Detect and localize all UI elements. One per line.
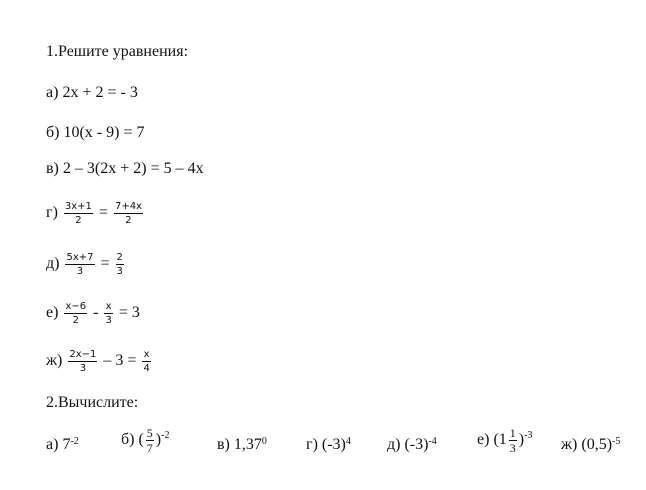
fraction-denominator: 2 (72, 315, 79, 326)
power-exponent: -4 (428, 436, 437, 447)
item-label: ж) (561, 436, 578, 453)
task2-item-d (387, 433, 437, 457)
task2-heading: 2.Вычислите: (46, 394, 139, 411)
power-exponent: -2 (70, 436, 79, 447)
task2-item-b (121, 427, 169, 454)
equation: 10(x - 9) = 7 (63, 124, 145, 141)
fraction (64, 201, 93, 226)
item-label: б) (46, 124, 60, 141)
fraction-numerator: 7+4x (114, 201, 142, 212)
task1-item-zh (46, 349, 153, 374)
fraction-denominator: 2 (75, 215, 82, 226)
power-exponent: 0 (261, 436, 267, 447)
item-label: д) (387, 436, 401, 453)
equation: 2x + 2 = - 3 (62, 84, 138, 101)
item-label: г) (306, 436, 318, 453)
task1-item-d (46, 252, 126, 277)
fraction-denominator: 3 (79, 363, 87, 374)
power-base: (-3) (404, 436, 429, 453)
task1-item-g (46, 201, 145, 226)
fraction (65, 252, 94, 277)
operator: = (98, 204, 108, 222)
fraction-numerator: 1 (509, 426, 516, 440)
fraction-denominator: 3 (509, 441, 516, 455)
fraction-denominator: 7 (146, 441, 153, 455)
task1-item-b (46, 123, 144, 143)
item-label: ж) (46, 352, 63, 370)
power-exponent: 4 (345, 436, 351, 447)
fraction (142, 349, 150, 374)
paren-open: (1 (493, 431, 507, 449)
fraction (104, 301, 112, 326)
task2-item-e (477, 427, 532, 454)
power-exponent: -5 (612, 436, 621, 447)
fraction (509, 427, 517, 454)
fraction-denominator: 2 (125, 215, 132, 226)
fraction-numerator: 2 (116, 252, 123, 263)
fraction-numerator: 3x+1 (64, 201, 92, 212)
fraction-numerator: 2x−1 (69, 349, 97, 360)
fraction-denominator: 3 (105, 315, 112, 326)
power-base: (0,5) (581, 436, 613, 453)
fraction-denominator: 3 (116, 266, 123, 277)
item-label: а) (46, 84, 59, 101)
item-label: д) (46, 255, 60, 273)
fraction-denominator: 3 (76, 266, 84, 277)
item-label: б) (121, 431, 135, 449)
item-label: в) (46, 160, 59, 177)
fraction-numerator: x−6 (65, 301, 87, 312)
task1-item-v (46, 159, 204, 179)
item-label: е) (46, 304, 59, 322)
power-exponent: -2 (161, 430, 170, 441)
operator: - (93, 304, 99, 322)
task2-item-zh (561, 433, 620, 457)
fraction (64, 301, 87, 326)
operator: – 3 = (103, 352, 137, 370)
operator: = (100, 255, 110, 273)
fraction (146, 427, 154, 454)
fraction-numerator: x (105, 301, 112, 312)
paren-open: ( (138, 431, 144, 449)
paren-close: ) (155, 431, 162, 449)
item-label: а) (46, 436, 59, 453)
fraction-numerator: 5x+7 (66, 252, 94, 263)
task2-item-g (306, 433, 351, 457)
task1-heading: 1.Решите уравнения: (46, 43, 189, 60)
power-base: 7 (62, 436, 71, 453)
item-label: г) (46, 204, 58, 222)
paren-close: ) (518, 431, 525, 449)
fraction-numerator: 5 (146, 426, 153, 440)
item-label: в) (217, 436, 230, 453)
power-exponent: -3 (524, 430, 533, 441)
equation-tail: = 3 (118, 304, 140, 322)
fraction-numerator: x (143, 349, 150, 360)
fraction-denominator: 4 (143, 363, 150, 374)
power-base: (-3) (321, 436, 346, 453)
task2-item-v (217, 433, 267, 457)
task2-item-a (46, 433, 79, 457)
fraction (68, 349, 97, 374)
item-label: е) (477, 431, 490, 449)
fraction (116, 252, 124, 277)
task1-item-a (46, 83, 138, 103)
equation: 2 – 3(2x + 2) = 5 – 4x (62, 160, 204, 177)
task1-item-e (46, 301, 140, 326)
power-base: 1,37 (233, 436, 262, 453)
fraction (114, 201, 143, 226)
